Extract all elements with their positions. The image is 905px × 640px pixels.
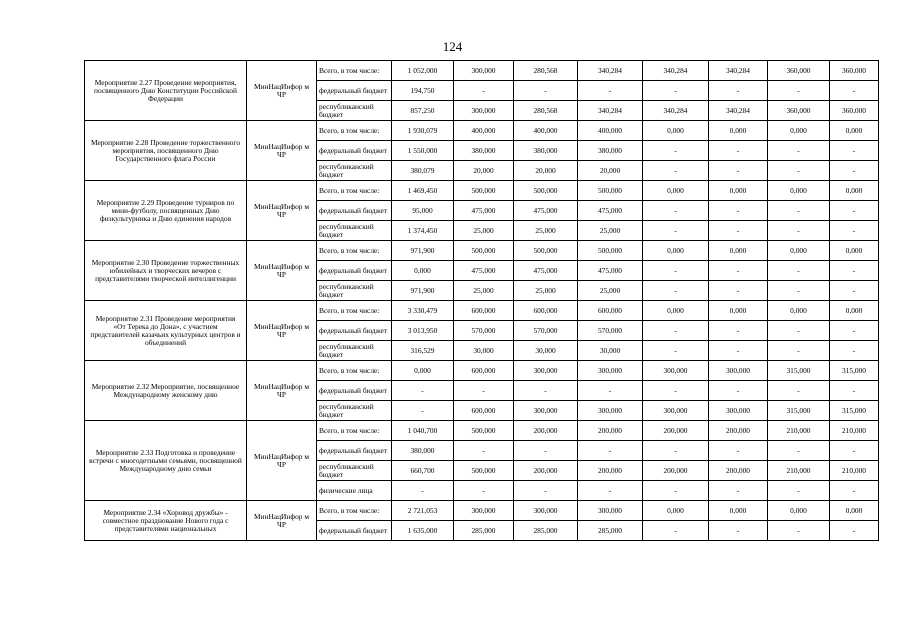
- amount-cell: -: [768, 381, 830, 401]
- amount-cell: 600,000: [454, 361, 514, 381]
- amount-cell: -: [643, 381, 709, 401]
- funding-source-cell: республиканский бюджет: [317, 101, 392, 121]
- table-row: [85, 501, 879, 521]
- amount-cell: 0,000: [830, 501, 879, 521]
- amount-cell: 0,000: [830, 181, 879, 201]
- amount-cell: 570,000: [578, 321, 643, 341]
- amount-cell: 280,568: [514, 61, 578, 81]
- amount-cell: -: [830, 201, 879, 221]
- funding-source-cell: Всего, в том числе:: [317, 241, 392, 261]
- amount-cell: -: [643, 261, 709, 281]
- amount-cell: 300,000: [514, 361, 578, 381]
- amount-cell: -: [830, 321, 879, 341]
- amount-cell: 194,750: [392, 81, 454, 101]
- amount-cell: -: [643, 161, 709, 181]
- amount-cell: 400,000: [514, 121, 578, 141]
- amount-cell: -: [643, 81, 709, 101]
- amount-cell: -: [709, 81, 768, 101]
- funding-source-cell: федеральный бюджет: [317, 521, 392, 541]
- amount-cell: -: [768, 481, 830, 501]
- funding-source-cell: федеральный бюджет: [317, 261, 392, 281]
- amount-cell: -: [709, 161, 768, 181]
- amount-cell: 340,284: [578, 101, 643, 121]
- event-title-cell: Мероприятие 2.28 Проведение торжественного мероприятия, посвященного Дню Государственного флага России: [85, 121, 247, 181]
- amount-cell: -: [830, 341, 879, 361]
- funding-source-cell: федеральный бюджет: [317, 141, 392, 161]
- amount-cell: -: [768, 141, 830, 161]
- amount-cell: 0,000: [768, 241, 830, 261]
- amount-cell: -: [514, 381, 578, 401]
- event-title-cell: Мероприятие 2.30 Проведение торжественных юбилейных и творческих вечеров с представителями творческой интеллигенции: [85, 241, 247, 301]
- amount-cell: 340,284: [643, 101, 709, 121]
- amount-cell: 210,000: [768, 421, 830, 441]
- amount-cell: 285,000: [514, 521, 578, 541]
- amount-cell: 300,000: [454, 501, 514, 521]
- amount-cell: 0,000: [392, 361, 454, 381]
- amount-cell: -: [709, 281, 768, 301]
- amount-cell: -: [830, 161, 879, 181]
- amount-cell: 280,568: [514, 101, 578, 121]
- amount-cell: 475,000: [454, 261, 514, 281]
- amount-cell: 30,000: [578, 341, 643, 361]
- amount-cell: 25,000: [454, 281, 514, 301]
- amount-cell: 200,000: [643, 461, 709, 481]
- amount-cell: -: [768, 441, 830, 461]
- amount-cell: -: [709, 321, 768, 341]
- event-title-cell: Мероприятие 2.34 «Хоровод дружбы» - совместное празднование Нового года с представителями национальных: [85, 501, 247, 541]
- amount-cell: 380,000: [578, 141, 643, 161]
- amount-cell: 300,000: [454, 101, 514, 121]
- funding-source-cell: республиканский бюджет: [317, 401, 392, 421]
- amount-cell: 380,000: [454, 141, 514, 161]
- funding-source-cell: республиканский бюджет: [317, 341, 392, 361]
- table-row: [85, 121, 879, 141]
- amount-cell: -: [643, 321, 709, 341]
- amount-cell: -: [768, 321, 830, 341]
- amount-cell: 200,000: [709, 461, 768, 481]
- amount-cell: 300,000: [709, 361, 768, 381]
- amount-cell: -: [830, 261, 879, 281]
- event-title-cell: Мероприятие 2.33 Подготовка и проведение встречи с многодетными семьями, посвященной Международному дню семьи: [85, 421, 247, 501]
- amount-cell: 315,000: [768, 361, 830, 381]
- amount-cell: -: [643, 201, 709, 221]
- amount-cell: 300,000: [709, 401, 768, 421]
- event-title-cell: Мероприятие 2.29 Проведение турниров по мини-футболу, посвященных Дню физкультурника и Дню единения народов: [85, 181, 247, 241]
- amount-cell: 0,000: [643, 501, 709, 521]
- amount-cell: 360,000: [768, 101, 830, 121]
- budget-table-body: [85, 61, 879, 541]
- amount-cell: 600,000: [454, 401, 514, 421]
- amount-cell: -: [709, 221, 768, 241]
- amount-cell: 360,000: [830, 101, 879, 121]
- amount-cell: 200,000: [514, 461, 578, 481]
- amount-cell: 340,284: [643, 61, 709, 81]
- amount-cell: 0,000: [709, 121, 768, 141]
- amount-cell: 25,000: [578, 281, 643, 301]
- amount-cell: 340,284: [578, 61, 643, 81]
- executor-cell: МинНацИнфор м ЧР: [247, 61, 317, 121]
- amount-cell: -: [454, 81, 514, 101]
- budget-table: [84, 60, 879, 541]
- amount-cell: 0,000: [830, 301, 879, 321]
- amount-cell: 200,000: [514, 421, 578, 441]
- amount-cell: 600,000: [454, 301, 514, 321]
- amount-cell: -: [830, 281, 879, 301]
- amount-cell: 360,000: [830, 61, 879, 81]
- amount-cell: 660,700: [392, 461, 454, 481]
- amount-cell: 20,000: [514, 161, 578, 181]
- amount-cell: 30,000: [454, 341, 514, 361]
- amount-cell: -: [709, 261, 768, 281]
- funding-source-cell: федеральный бюджет: [317, 81, 392, 101]
- amount-cell: 500,000: [514, 181, 578, 201]
- amount-cell: 210,000: [768, 461, 830, 481]
- funding-source-cell: федеральный бюджет: [317, 321, 392, 341]
- table-row: [85, 301, 879, 321]
- amount-cell: 1 052,000: [392, 61, 454, 81]
- amount-cell: -: [643, 441, 709, 461]
- amount-cell: 1 374,450: [392, 221, 454, 241]
- amount-cell: 340,284: [709, 101, 768, 121]
- amount-cell: 1 040,700: [392, 421, 454, 441]
- amount-cell: -: [392, 381, 454, 401]
- amount-cell: 380,079: [392, 161, 454, 181]
- amount-cell: -: [768, 81, 830, 101]
- amount-cell: 1 930,079: [392, 121, 454, 141]
- amount-cell: 285,000: [454, 521, 514, 541]
- amount-cell: 0,000: [768, 301, 830, 321]
- amount-cell: 20,000: [454, 161, 514, 181]
- amount-cell: -: [643, 521, 709, 541]
- funding-source-cell: Всего, в том числе:: [317, 361, 392, 381]
- amount-cell: 300,000: [578, 361, 643, 381]
- amount-cell: -: [830, 221, 879, 241]
- amount-cell: 0,000: [709, 501, 768, 521]
- amount-cell: 315,000: [830, 401, 879, 421]
- amount-cell: -: [709, 141, 768, 161]
- amount-cell: 0,000: [643, 181, 709, 201]
- funding-source-cell: физические лица: [317, 481, 392, 501]
- amount-cell: 25,000: [514, 281, 578, 301]
- executor-cell: МинНацИнфор м ЧР: [247, 361, 317, 421]
- amount-cell: -: [830, 481, 879, 501]
- amount-cell: 500,000: [454, 181, 514, 201]
- amount-cell: 857,250: [392, 101, 454, 121]
- amount-cell: -: [392, 401, 454, 421]
- amount-cell: 0,000: [830, 241, 879, 261]
- amount-cell: 200,000: [578, 421, 643, 441]
- amount-cell: -: [709, 381, 768, 401]
- amount-cell: -: [454, 481, 514, 501]
- funding-source-cell: Всего, в том числе:: [317, 421, 392, 441]
- amount-cell: -: [514, 441, 578, 461]
- amount-cell: 300,000: [643, 401, 709, 421]
- amount-cell: -: [768, 201, 830, 221]
- amount-cell: 3 013,950: [392, 321, 454, 341]
- event-title-cell: Мероприятие 2.27 Проведение мероприятия, посвященного Дню Конституции Российской Федерации: [85, 61, 247, 121]
- amount-cell: -: [768, 281, 830, 301]
- amount-cell: -: [830, 81, 879, 101]
- amount-cell: 971,900: [392, 281, 454, 301]
- amount-cell: -: [830, 441, 879, 461]
- table-row: [85, 421, 879, 441]
- amount-cell: 315,000: [768, 401, 830, 421]
- amount-cell: 0,000: [768, 121, 830, 141]
- page-number: 124: [442, 39, 463, 54]
- executor-cell: МинНацИнфор м ЧР: [247, 241, 317, 301]
- amount-cell: 3 330,479: [392, 301, 454, 321]
- amount-cell: -: [830, 521, 879, 541]
- executor-cell: МинНацИнфор м ЧР: [247, 501, 317, 541]
- amount-cell: 400,000: [578, 121, 643, 141]
- funding-source-cell: Всего, в том числе:: [317, 181, 392, 201]
- amount-cell: 1 550,000: [392, 141, 454, 161]
- amount-cell: -: [578, 381, 643, 401]
- amount-cell: 0,000: [768, 181, 830, 201]
- amount-cell: 210,000: [830, 461, 879, 481]
- executor-cell: МинНацИнфор м ЧР: [247, 121, 317, 181]
- amount-cell: 1 469,450: [392, 181, 454, 201]
- amount-cell: 500,000: [454, 421, 514, 441]
- amount-cell: 300,000: [578, 401, 643, 421]
- amount-cell: 475,000: [578, 201, 643, 221]
- amount-cell: 25,000: [454, 221, 514, 241]
- amount-cell: 0,000: [392, 261, 454, 281]
- amount-cell: -: [709, 341, 768, 361]
- amount-cell: 360,000: [768, 61, 830, 81]
- amount-cell: 25,000: [514, 221, 578, 241]
- amount-cell: 2 721,053: [392, 501, 454, 521]
- event-title-cell: Мероприятие 2.32 Мероприятие, посвященное Международному женскому дню: [85, 361, 247, 421]
- amount-cell: 475,000: [454, 201, 514, 221]
- amount-cell: 500,000: [578, 181, 643, 201]
- funding-source-cell: федеральный бюджет: [317, 441, 392, 461]
- amount-cell: -: [830, 381, 879, 401]
- amount-cell: -: [514, 81, 578, 101]
- amount-cell: 971,900: [392, 241, 454, 261]
- amount-cell: 95,000: [392, 201, 454, 221]
- amount-cell: -: [709, 481, 768, 501]
- amount-cell: 0,000: [643, 121, 709, 141]
- amount-cell: 380,000: [514, 141, 578, 161]
- amount-cell: 315,000: [830, 361, 879, 381]
- amount-cell: 1 635,000: [392, 521, 454, 541]
- amount-cell: 0,000: [830, 121, 879, 141]
- amount-cell: -: [643, 481, 709, 501]
- amount-cell: -: [768, 341, 830, 361]
- amount-cell: -: [392, 481, 454, 501]
- amount-cell: 0,000: [709, 301, 768, 321]
- amount-cell: 500,000: [454, 461, 514, 481]
- amount-cell: -: [768, 261, 830, 281]
- amount-cell: 210,000: [830, 421, 879, 441]
- funding-source-cell: Всего, в том числе:: [317, 121, 392, 141]
- funding-source-cell: Всего, в том числе:: [317, 61, 392, 81]
- amount-cell: 0,000: [643, 301, 709, 321]
- amount-cell: -: [830, 141, 879, 161]
- amount-cell: 500,000: [578, 241, 643, 261]
- amount-cell: -: [768, 521, 830, 541]
- amount-cell: 200,000: [643, 421, 709, 441]
- table-row: [85, 241, 879, 261]
- amount-cell: 500,000: [454, 241, 514, 261]
- amount-cell: -: [709, 201, 768, 221]
- amount-cell: 285,000: [578, 521, 643, 541]
- executor-cell: МинНацИнфор м ЧР: [247, 181, 317, 241]
- amount-cell: -: [643, 281, 709, 301]
- table-row: [85, 181, 879, 201]
- amount-cell: 400,000: [454, 121, 514, 141]
- amount-cell: -: [454, 381, 514, 401]
- amount-cell: -: [768, 221, 830, 241]
- amount-cell: 300,000: [643, 361, 709, 381]
- amount-cell: -: [643, 341, 709, 361]
- amount-cell: 0,000: [709, 241, 768, 261]
- amount-cell: -: [578, 481, 643, 501]
- amount-cell: 475,000: [514, 201, 578, 221]
- amount-cell: 300,000: [578, 501, 643, 521]
- amount-cell: 0,000: [768, 501, 830, 521]
- funding-source-cell: республиканский бюджет: [317, 161, 392, 181]
- funding-source-cell: республиканский бюджет: [317, 221, 392, 241]
- amount-cell: -: [709, 441, 768, 461]
- amount-cell: 475,000: [514, 261, 578, 281]
- amount-cell: 600,000: [578, 301, 643, 321]
- table-row: [85, 61, 879, 81]
- funding-source-cell: Всего, в том числе:: [317, 501, 392, 521]
- amount-cell: 570,000: [514, 321, 578, 341]
- funding-source-cell: федеральный бюджет: [317, 381, 392, 401]
- amount-cell: 600,000: [514, 301, 578, 321]
- amount-cell: -: [643, 221, 709, 241]
- amount-cell: 25,000: [578, 221, 643, 241]
- amount-cell: 380,000: [392, 441, 454, 461]
- funding-source-cell: федеральный бюджет: [317, 201, 392, 221]
- funding-source-cell: республиканский бюджет: [317, 461, 392, 481]
- amount-cell: 20,000: [578, 161, 643, 181]
- funding-source-cell: республиканский бюджет: [317, 281, 392, 301]
- amount-cell: 570,000: [454, 321, 514, 341]
- funding-source-cell: Всего, в том числе:: [317, 301, 392, 321]
- amount-cell: 475,000: [578, 261, 643, 281]
- amount-cell: 316,529: [392, 341, 454, 361]
- amount-cell: -: [578, 441, 643, 461]
- amount-cell: 300,000: [454, 61, 514, 81]
- amount-cell: -: [514, 481, 578, 501]
- amount-cell: -: [709, 521, 768, 541]
- table-row: [85, 361, 879, 381]
- amount-cell: 300,000: [514, 401, 578, 421]
- amount-cell: -: [578, 81, 643, 101]
- amount-cell: -: [454, 441, 514, 461]
- amount-cell: -: [643, 141, 709, 161]
- amount-cell: 0,000: [709, 181, 768, 201]
- amount-cell: 30,000: [514, 341, 578, 361]
- amount-cell: 300,000: [514, 501, 578, 521]
- executor-cell: МинНацИнфор м ЧР: [247, 301, 317, 361]
- amount-cell: 500,000: [514, 241, 578, 261]
- executor-cell: МинНацИнфор м ЧР: [247, 421, 317, 501]
- amount-cell: 200,000: [578, 461, 643, 481]
- amount-cell: -: [768, 161, 830, 181]
- event-title-cell: Мероприятие 2.31 Проведение мероприятия «От Терека до Дона», с участием представителей казачьих культурных центров и объединений: [85, 301, 247, 361]
- amount-cell: 340,284: [709, 61, 768, 81]
- amount-cell: 200,000: [709, 421, 768, 441]
- amount-cell: 0,000: [643, 241, 709, 261]
